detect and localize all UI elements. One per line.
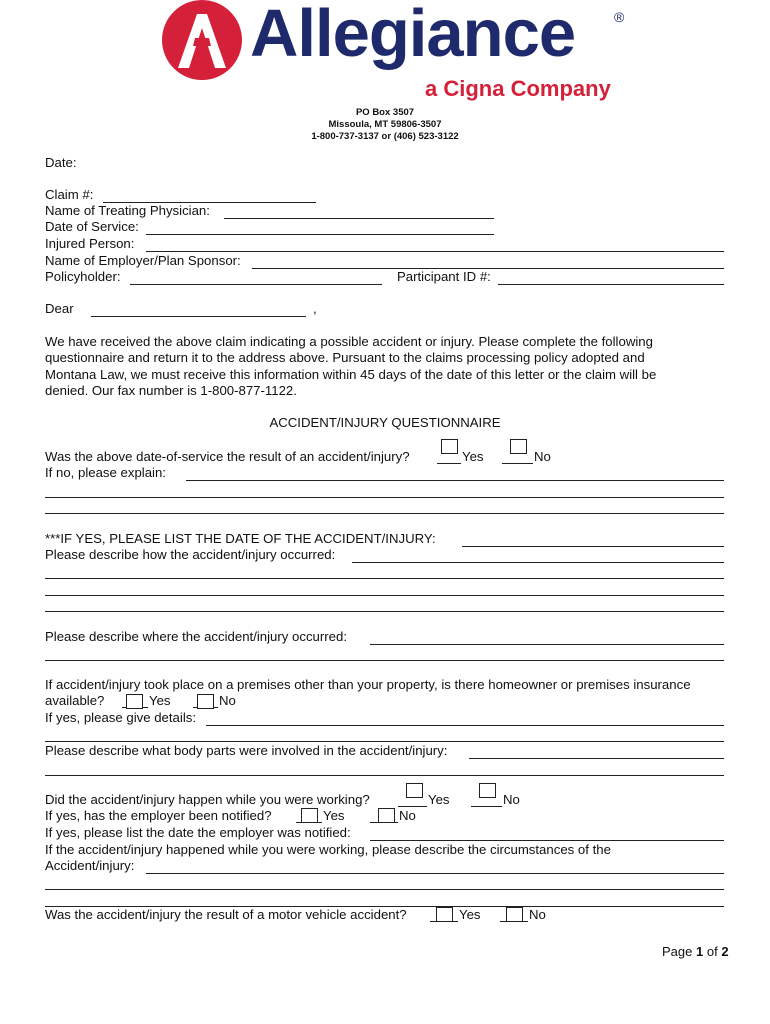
service-date-field[interactable] — [146, 234, 494, 235]
allegiance-logo-icon — [160, 0, 244, 82]
body-line-3: Montana Law, we must receive this information within 45 days of the date of this letter or the claim will be — [45, 367, 657, 382]
q1-explain-label: If no, please explain: — [45, 465, 166, 480]
brand-name: Allegiance — [250, 0, 576, 71]
q7-circumstances-line-2: Accident/injury: — [45, 858, 135, 873]
q7-notified-label: If yes, has the employer been notified? — [45, 808, 272, 823]
accident-date-field[interactable] — [462, 546, 724, 547]
participant-id-label: Participant ID #: — [397, 269, 491, 284]
q7-notified-yes-label: Yes — [323, 808, 345, 823]
q1-explain-field[interactable] — [186, 480, 724, 481]
employer-notified-date-field[interactable] — [370, 840, 724, 841]
q7-notified-no-label: No — [399, 808, 416, 823]
q5-label-line-1: If accident/injury took place on a premises other than your property, is there homeowner or premises insurance — [45, 677, 691, 692]
service-date-label: Date of Service: — [45, 219, 139, 234]
salutation: Dear — [45, 301, 74, 316]
q5-label-line-2: available? — [45, 693, 105, 708]
q7-circumstances-line-1: If the accident/injury happened while you were working, please describe the circumstances of the — [45, 842, 611, 857]
how-occurred-line-4[interactable] — [45, 611, 724, 612]
q5-no-checkbox[interactable] — [197, 694, 214, 709]
where-occurred-field[interactable] — [370, 644, 724, 645]
body-line-1: We have received the above claim indicating a possible accident or injury. Please complete the following — [45, 334, 653, 349]
participant-id-field[interactable] — [498, 284, 724, 285]
how-occurred-line-3[interactable] — [45, 595, 724, 596]
q8-label: Was the accident/injury the result of a motor vehicle accident? — [45, 907, 407, 922]
q7-no-label: No — [503, 792, 520, 807]
q1-no-underline — [502, 463, 533, 464]
q7-notified-yes-checkbox[interactable] — [301, 808, 318, 823]
q1-no-label: No — [534, 449, 551, 464]
q8-yes-label: Yes — [459, 907, 481, 922]
q7-yes-label: Yes — [428, 792, 450, 807]
injured-person-label: Injured Person: — [45, 236, 135, 251]
q7-label: Did the accident/injury happen while you were working? — [45, 792, 370, 807]
where-occurred-line-2[interactable] — [45, 660, 724, 661]
q7-yes-underline — [398, 806, 427, 807]
q1-no-checkbox[interactable] — [510, 439, 527, 454]
q7-yes-checkbox[interactable] — [406, 783, 423, 798]
claim-label: Claim #: — [45, 187, 94, 202]
body-parts-line-2[interactable] — [45, 775, 724, 776]
q5-yes-label: Yes — [149, 693, 171, 708]
q5-yes-checkbox[interactable] — [126, 694, 143, 709]
registered-mark: ® — [614, 9, 625, 25]
q1-explain-line-2[interactable] — [45, 497, 724, 498]
physician-label: Name of Treating Physician: — [45, 203, 210, 218]
phone-line: 1-800-737-3137 or (406) 523-3122 — [311, 131, 459, 142]
injured-person-field[interactable] — [146, 251, 724, 252]
q3-label: Please describe how the accident/injury occurred: — [45, 547, 336, 562]
q1-explain-line-3[interactable] — [45, 513, 724, 514]
salutation-comma: , — [313, 301, 317, 316]
insurance-details-field[interactable] — [206, 725, 724, 726]
page-word: Page — [662, 944, 693, 959]
date-label: Date: — [45, 155, 77, 170]
body-line-4: denied. Our fax number is 1-800-877-1122. — [45, 383, 297, 398]
body-line-2: questionnaire and return it to the address above. Pursuant to the claims processing policy adopted and — [45, 350, 645, 365]
address-line-2: Missoula, MT 59806-3507 — [328, 119, 442, 130]
page-total: 2 — [721, 944, 729, 959]
questionnaire-title: ACCIDENT/INJURY QUESTIONNAIRE — [269, 415, 501, 430]
page-indicator — [662, 944, 729, 960]
q2-label: ***IF YES, PLEASE LIST THE DATE OF THE ACCIDENT/INJURY: — [45, 531, 436, 546]
policyholder-label: Policyholder: — [45, 269, 121, 284]
page-number: 1 — [696, 944, 704, 959]
q1-yes-label: Yes — [462, 449, 484, 464]
how-occurred-line-2[interactable] — [45, 578, 724, 579]
q7-no-checkbox[interactable] — [479, 783, 496, 798]
q8-yes-checkbox[interactable] — [436, 907, 453, 922]
of-word: of — [706, 944, 718, 959]
brand-tagline: a Cigna Company — [425, 76, 611, 101]
q4-label: Please describe where the accident/injury occurred: — [45, 629, 348, 644]
q6-label: Please describe what body parts were involved in the accident/injury: — [45, 743, 448, 758]
policyholder-field[interactable] — [130, 284, 382, 285]
q8-no-checkbox[interactable] — [506, 907, 523, 922]
how-occurred-field[interactable] — [352, 562, 724, 563]
addressee-field[interactable] — [91, 316, 306, 317]
q7-no-underline — [471, 806, 502, 807]
physician-field[interactable] — [224, 218, 494, 219]
q8-no-label: No — [529, 907, 546, 922]
q1-yes-checkbox[interactable] — [441, 439, 458, 454]
circumstances-field[interactable] — [146, 873, 724, 874]
q1-yes-underline — [437, 463, 461, 464]
q5-details-label: If yes, please give details: — [45, 710, 197, 725]
q5-no-label: No — [219, 693, 236, 708]
employer-label: Name of Employer/Plan Sponsor: — [45, 253, 241, 268]
q7-date-label: If yes, please list the date the employer was notified: — [45, 825, 351, 840]
insurance-details-line-2[interactable] — [45, 741, 724, 742]
body-parts-field[interactable] — [469, 758, 724, 759]
q1-label: Was the above date-of-service the result of an accident/injury? — [45, 449, 410, 464]
address-line-1: PO Box 3507 — [355, 107, 415, 118]
circumstances-line-2[interactable] — [45, 889, 724, 890]
q7-notified-no-checkbox[interactable] — [378, 808, 395, 823]
